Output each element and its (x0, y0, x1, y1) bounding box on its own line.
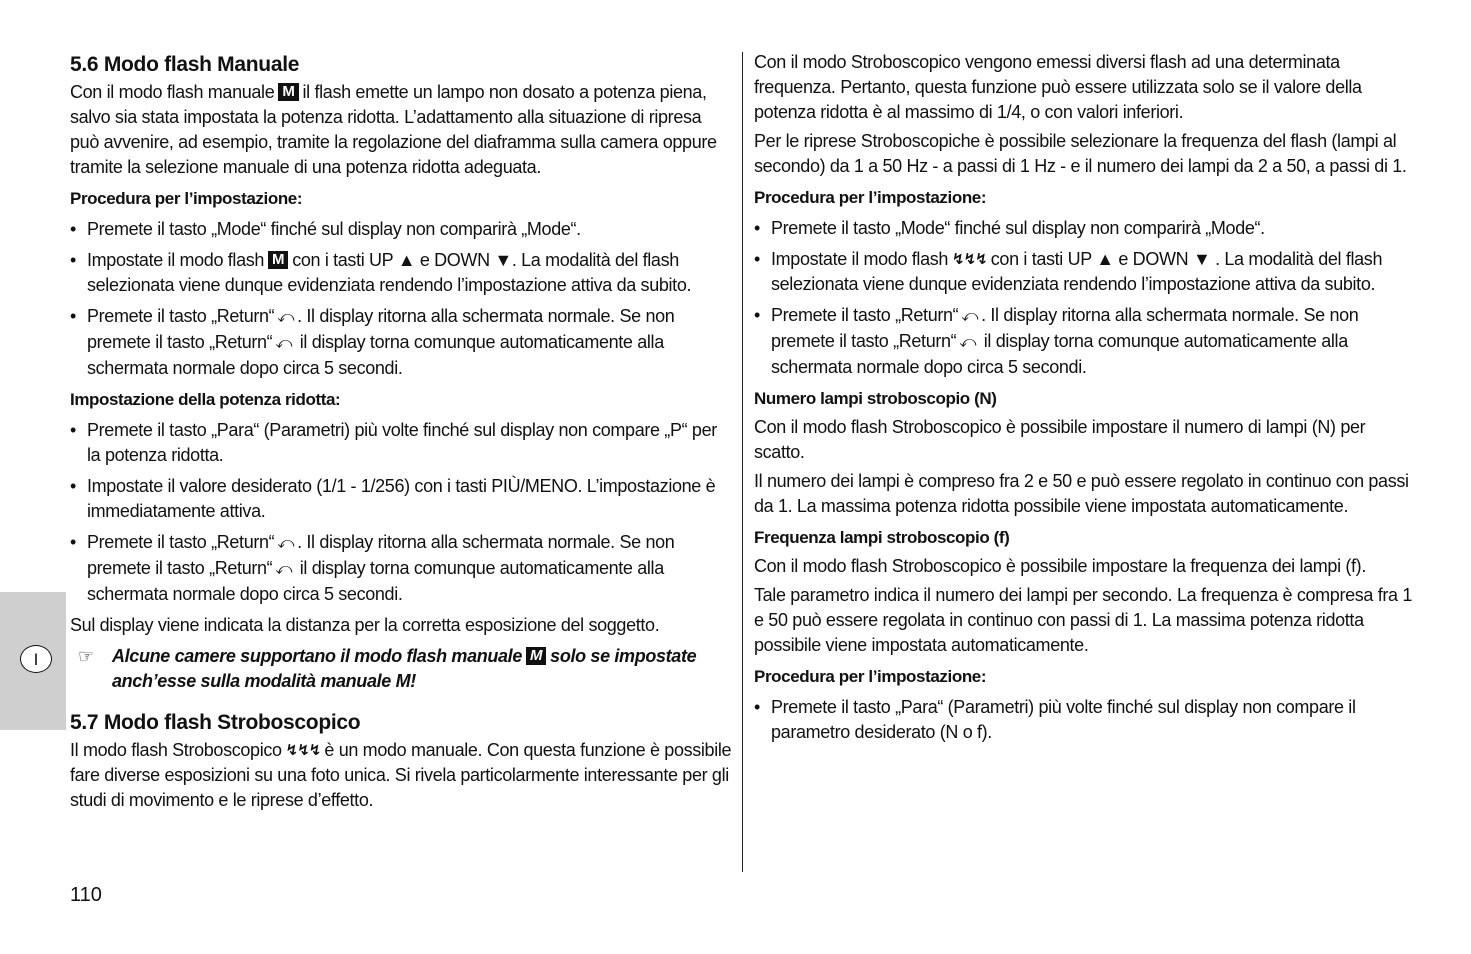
section-5-6-title: 5.6 Modo flash Manuale (70, 53, 300, 76)
list-item: • Impostate il valore desiderato (1/1 - 1/256) con i tasti PIÙ/MENO. L’impostazione è immediatamente attiva. (70, 476, 716, 521)
left-column (70, 50, 732, 813)
section-5-6-intro: Con il modo flash manuale M il flash emette un lampo non dosato a potenza piena, salvo sia stata impostata la potenza ridotta. L’adattamento alla situazione di ripresa può avvenire, ad esempio, tramite la regolazione del diaframma sulla camera oppure tramite la selezione manuale di una potenza ridotta adeguata. (70, 82, 717, 177)
note: ☞ Alcune camere supportano il modo flash manuale M solo se impostate anch’esse sulla modalità manuale M! (78, 646, 697, 691)
bullet-icon: • (754, 305, 760, 325)
up-arrow-icon: ▲ (1096, 249, 1114, 269)
bullet-icon: • (70, 219, 76, 239)
strobe-count-text: Con il modo flash Stroboscopico è possibile impostare il numero di lampi (N) per scatto. (754, 417, 1366, 462)
procedure-heading: Procedura per l’impostazione: (754, 188, 987, 207)
manual-mode-icon: M (278, 83, 298, 101)
return-icon: ⤺ (275, 335, 293, 352)
return-icon: ⤺ (275, 561, 293, 578)
reduced-power-heading: Impostazione della potenza ridotta: (70, 390, 341, 409)
procedure-heading-2: Procedura per l’impostazione: (754, 667, 987, 686)
return-icon: ⤺ (277, 535, 295, 552)
bullet-icon: • (70, 420, 76, 440)
bullet-icon: • (70, 306, 76, 326)
section-5-7-title: 5.7 Modo flash Stroboscopico (70, 711, 361, 734)
pointing-hand-icon: ☞ (78, 646, 94, 666)
bullet-icon: • (70, 250, 76, 270)
strobe-icon: ↯↯↯ (285, 742, 321, 759)
right-column (754, 50, 1420, 745)
section-5-7-intro: Il modo flash Stroboscopico ↯↯↯ è un modo manuale. Con questa funzione è possibile fare diverse esposizioni su una foto unica. Si rivela particolarmente interessante per gli studi di movimento e le riprese d’effetto. (70, 740, 732, 810)
strobe-description: Con il modo Stroboscopico vengono emessi diversi flash ad una determinata frequenza. Pertanto, questa funzione può essere utilizzata solo se il valore della potenza ridotta è al massimo di 1/4, o con valori inferiori. (754, 52, 1362, 122)
list-item: • Premete il tasto „Return“ ⤺ . Il display ritorna alla schermata normale. Se non premete il tasto „Return“ ⤺ il display torna comunque automaticamente alla schermata normale dopo circa 5 secondi. (70, 532, 675, 604)
list-item: • Premete il tasto „Para“ (Parametri) più volte finché sul display non compare „P“ per la potenza ridotta. (70, 420, 717, 465)
distance-text: Sul display viene indicata la distanza per la corretta esposizione del soggetto. (70, 615, 660, 635)
language-tab-label: I (20, 645, 52, 673)
column-divider (742, 52, 743, 872)
return-icon: ⤺ (277, 309, 295, 326)
return-icon: ⤺ (961, 308, 979, 325)
return-icon: ⤺ (959, 334, 977, 351)
strobe-frequency-range-text: Tale parametro indica il numero dei lampi per secondo. La frequenza è compresa fra 1 e 50 può essere regolata in continuo con passi di 1. La massima potenza ridotta possibile viene impostata automaticamente. (754, 585, 1412, 655)
down-arrow-icon: ▼ (1192, 249, 1211, 269)
strobe-frequency-heading: Frequenza lampi stroboscopio (f) (754, 528, 1010, 547)
list-item: • Premete il tasto „Return“ ⤺ . Il display ritorna alla schermata normale. Se non premete il tasto „Return“ ⤺ il display torna comunque automaticamente alla schermata normale dopo circa 5 secondi. (70, 306, 675, 378)
list-item: • Impostate il modo flash M con i tasti UP ▲ e DOWN ▼. La modalità del flash selezionata viene dunque evidenziata rendendo l’impostazione attiva da subito. (70, 250, 692, 295)
manual-mode-icon: M (526, 647, 546, 665)
manual-mode-icon: M (268, 251, 288, 269)
procedure-heading: Procedura per l’impostazione: (70, 189, 303, 208)
bullet-icon: • (754, 697, 760, 717)
list-item: • Impostate il modo flash ↯↯↯ con i tasti UP ▲ e DOWN ▼ . La modalità del flash selezionata viene dunque evidenziata rendendo l’impostazione attiva da subito. (754, 249, 1383, 294)
bullet-icon: • (754, 218, 760, 238)
strobe-frequency-text: Per le riprese Stroboscopiche è possibile selezionare la frequenza del flash (lampi al secondo) da 1 a 50 Hz - a passi di 1 Hz - e il numero dei lampi da 2 a 50, a passi di 1. (754, 131, 1407, 176)
list-item: • Premete il tasto „Para“ (Parametri) più volte finché sul display non compare il parametro desiderato (N o f). (754, 697, 1356, 742)
bullet-icon: • (70, 476, 76, 496)
list-item: • Premete il tasto „Mode“ finché sul display non comparirà „Mode“. (70, 217, 732, 242)
up-arrow-icon: ▲ (397, 250, 416, 270)
list-item: • Premete il tasto „Mode“ finché sul display non comparirà „Mode“. (754, 216, 1420, 241)
strobe-icon: ↯↯↯ (952, 251, 987, 268)
list-item: • Premete il tasto „Return“ ⤺ . Il display ritorna alla schermata normale. Se non premete il tasto „Return“ ⤺ il display torna comunque automaticamente alla schermata normale dopo circa 5 secondi. (754, 305, 1359, 377)
page-number: 110 (70, 884, 102, 906)
strobe-frequency-intro: Con il modo flash Stroboscopico è possibile impostare la frequenza dei lampi (f). (754, 556, 1366, 576)
down-arrow-icon: ▼ (494, 250, 512, 270)
strobe-count-heading: Numero lampi stroboscopio (N) (754, 389, 997, 408)
bullet-icon: • (70, 532, 76, 552)
bullet-icon: • (754, 249, 760, 269)
strobe-count-range-text: Il numero dei lampi è compreso fra 2 e 50 e può essere regolato in continuo con passi da 1. La massima potenza ridotta possibile viene impostata automaticamente. (754, 471, 1409, 516)
